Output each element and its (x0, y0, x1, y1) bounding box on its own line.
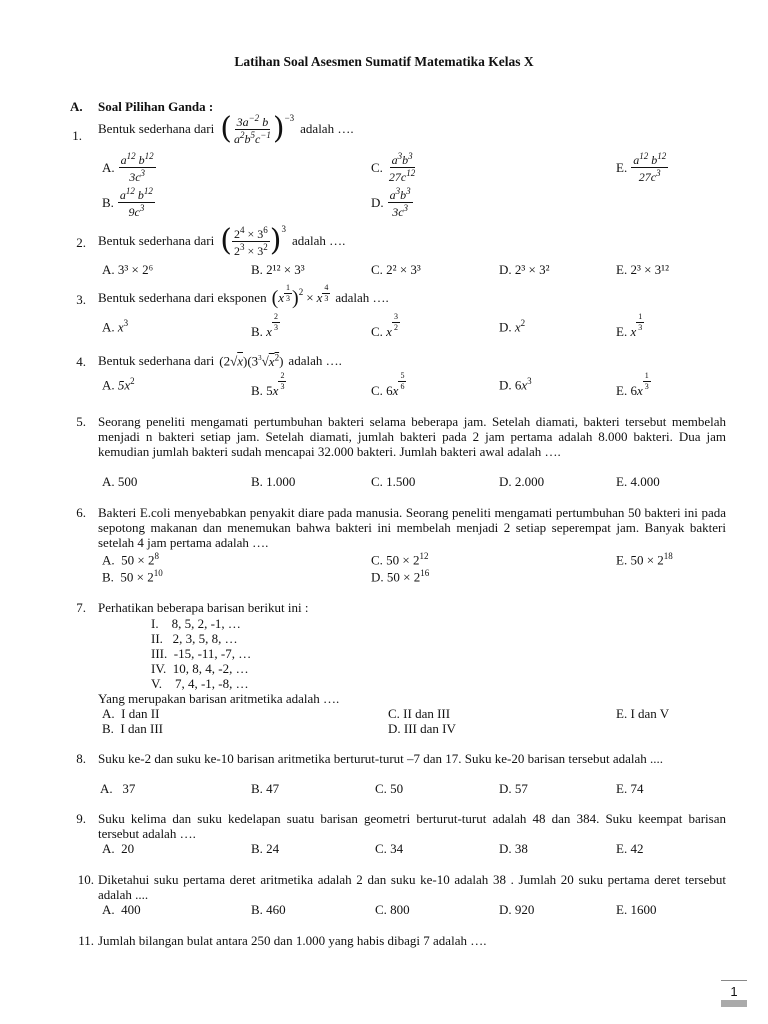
question-text: Bakteri E.coli menyebabkan penyakit diare pada manusia. Seorang peneliti mengamati pertumbuhan 50 bakteri ini pada sepotong makanan dan menemukan bahwa bakteri ini membelah menjadi 2 setiap seperempat jam. Banyak bakteri setelah 4 jam pertama adalah …. (98, 505, 726, 550)
math-expression: $\frac{2^4 \times 3^6}{2^3 \times 3^2}$ (233, 224, 268, 258)
option-d[interactable]: D. $\frac{a^3b^3}{3c^3}$ (371, 186, 411, 219)
question-number: 6. (76, 505, 86, 520)
option-c[interactable]: C. $50 \times 2^{12}$ (371, 551, 429, 568)
option-b[interactable]: B. $\frac{a^{12} b^{12}}{9c^3}$ (102, 186, 153, 219)
question-number: 4. (76, 354, 86, 369)
question-text: Bentuk sederhana dari (98, 121, 215, 136)
option-d[interactable]: D. $x^2$ (499, 318, 526, 335)
option-e[interactable]: E. 1600 (616, 902, 657, 917)
option-b[interactable]: B. I dan III (102, 721, 164, 736)
option-a[interactable]: A. $5x^2$ (102, 376, 135, 393)
list-item: V. 7, 4, -1, -8, … (151, 676, 249, 691)
option-e[interactable]: E. 74 (616, 781, 644, 796)
question-number: 3. (76, 292, 86, 307)
question-number: 2. (76, 235, 86, 250)
option-b[interactable]: B. 1.000 (251, 474, 296, 489)
question-suffix: adalah …. (300, 121, 354, 136)
option-c[interactable]: C. 800 (375, 902, 410, 917)
option-b[interactable]: B. 460 (251, 902, 286, 917)
option-d[interactable]: D. $50 \times 2^{16}$ (371, 568, 430, 585)
option-e[interactable]: E. 4.000 (616, 474, 660, 489)
question-number: 7. (76, 600, 86, 615)
option-c[interactable]: C. II dan III (388, 706, 451, 721)
option-e[interactable]: E. 6 x $\frac{1}{3}$ (616, 371, 649, 398)
option-c[interactable]: C. $\frac{a^3b^3}{27c^{12}}$ (371, 151, 416, 184)
question-1-stem: Bentuk sederhana dari ( $\frac{3a^{-2} b}{a^2b^5c^{-1}}$ ) $^{-3}$ adalah …. (98, 111, 354, 146)
list-item: III. -15, -11, -7, … (151, 646, 252, 661)
option-a[interactable]: A. 400 (102, 902, 141, 917)
question-text: Diketahui suku pertama deret aritmetika adalah 2 dan suku ke-10 adalah 38 . Jumlah 20 suku pertama deret tersebut adalah .... (98, 872, 726, 902)
option-e[interactable]: E. x $\frac{1}{3}$ (616, 312, 643, 339)
option-c[interactable]: C. 34 (375, 841, 404, 856)
option-d[interactable]: D. 920 (499, 902, 535, 917)
option-a[interactable]: A. $\frac{a^{12} b^{12}}{3c^3}$ (102, 151, 154, 184)
question-number: 9. (76, 811, 86, 826)
option-a[interactable]: A. 500 (102, 474, 138, 489)
math-expression: $(2√x)(3^3√x^2)$ (219, 352, 284, 369)
question-text: Seorang peneliti mengamati pertumbuhan bakteri selama beberapa jam. Setelah diamati, bakteri tersebut membelah menjadi n bakteri setiap jam. Setelah diamati, jumlah bakteri pada 2 jam pertama adalah 8.000 bakteri. Dua jam kemudian jumlah bakteri sudah mencapai 32.000 bakteri. Jumlah bakteri awal adalah …. (98, 414, 726, 459)
option-c[interactable]: C. 6 x $\frac{5}{6}$ (371, 371, 405, 398)
question-text: Perhatikan beberapa barisan berikut ini : (98, 600, 309, 615)
question-number: 5. (76, 414, 86, 429)
option-c[interactable]: C. 1.500 (371, 474, 416, 489)
option-c[interactable]: C. 2² × 3³ (371, 262, 421, 277)
question-number: 10. (77, 872, 94, 887)
page-number-divider (721, 980, 747, 981)
option-d[interactable]: D. 2.000 (499, 474, 545, 489)
option-d[interactable]: D. $6x^3$ (499, 376, 532, 393)
option-d[interactable]: D. 2³ × 3² (499, 262, 550, 277)
section-title: Soal Pilihan Ganda : (98, 99, 214, 114)
option-c[interactable]: C. x $\frac{3}{2}$ (371, 312, 398, 339)
option-d[interactable]: D. 57 (499, 781, 528, 796)
option-a[interactable]: A. 20 (102, 841, 135, 856)
question-3-stem: Bentuk sederhana dari eksponen ( x $^{\frac{1}{3}}$ ) $^2$ × x $^{\frac{4}{3}}$ adalah …. (98, 282, 389, 309)
option-e[interactable]: E. $\frac{a^{12} b^{12}}{27c^3}$ (616, 151, 667, 184)
option-c[interactable]: C. 50 (375, 781, 404, 796)
page-title: Latihan Soal Asesmen Sumatif Matematika Kelas X (234, 54, 534, 69)
question-number: 11. (78, 933, 94, 948)
page-number-bar (721, 1000, 747, 1007)
option-b[interactable]: B. 5 x $\frac{2}{3}$ (251, 371, 285, 398)
option-e[interactable]: E. 42 (616, 841, 644, 856)
option-e[interactable]: E. $50 \times 2^{18}$ (616, 551, 673, 568)
question-4-stem: Bentuk sederhana dari $(2√x)(3^3√x^2)$ adalah …. (98, 352, 342, 369)
option-a[interactable]: A. 3³ × 2⁶ (102, 262, 154, 277)
option-a[interactable]: A. I dan II (102, 706, 160, 721)
question-text: Suku ke-2 dan suku ke-10 barisan aritmetika berturut-turut –7 dan 17. Suku ke-20 barisan tersebut adalah .... (98, 751, 663, 766)
math-expression: $\frac{3a^{-2} b}{a^2b^5c^{-1}}$ (233, 112, 271, 146)
option-a[interactable]: A. $50 \times 2^8$ (102, 551, 159, 568)
option-d[interactable]: D. III dan IV (388, 721, 456, 736)
question-number: 1. (72, 128, 82, 143)
list-item: IV. 10, 8, 4, -2, … (151, 661, 249, 676)
section-label: A. (70, 99, 83, 114)
option-b[interactable]: B. x $\frac{2}{3}$ (251, 312, 278, 339)
question-prompt: Yang merupakan barisan aritmetika adalah …. (98, 691, 340, 706)
option-b[interactable]: B. $50 \times 2^{10}$ (102, 568, 163, 585)
page-number: 1 (730, 984, 738, 999)
question-text: Suku kelima dan suku kedelapan suatu barisan geometri berturut-turut adalah 48 dan 384. Suku keempat barisan tersebut adalah …. (98, 811, 726, 841)
option-a[interactable]: A. 37 (100, 781, 136, 796)
option-d[interactable]: D. 38 (499, 841, 528, 856)
question-text: Jumlah bilangan bulat antara 250 dan 1.000 yang habis dibagi 7 adalah …. (98, 933, 487, 948)
option-b[interactable]: B. 2¹² × 3³ (251, 262, 305, 277)
option-a[interactable]: A. $x^3$ (102, 318, 129, 335)
question-2-stem: Bentuk sederhana dari ( $\frac{2^4 \times 3^6}{2^3 \times 3^2}$ ) $^3$ adalah …. (98, 223, 346, 258)
option-b[interactable]: B. 47 (251, 781, 280, 796)
question-number: 8. (76, 751, 86, 766)
list-item: I. 8, 5, 2, -1, … (151, 616, 241, 631)
option-b[interactable]: B. 24 (251, 841, 280, 856)
option-e[interactable]: E. 2³ × 3¹² (616, 262, 669, 277)
list-item: II. 2, 3, 5, 8, … (151, 631, 238, 646)
option-e[interactable]: E. I dan V (616, 706, 670, 721)
